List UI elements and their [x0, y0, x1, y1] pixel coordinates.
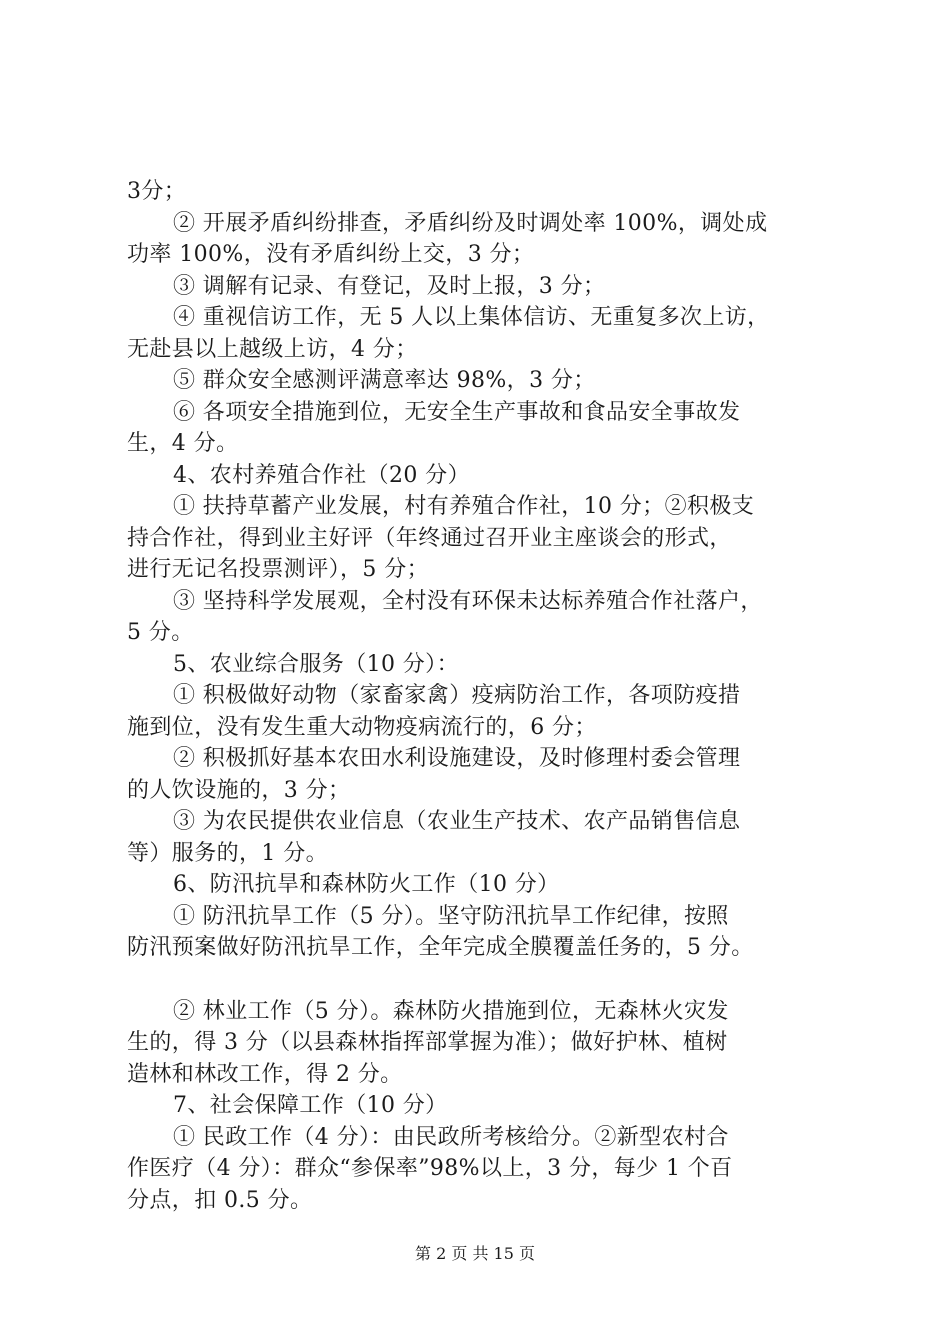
- section-heading: 4、农村养殖合作社（20 分）: [173, 462, 470, 488]
- text-line: 作医疗（4 分）：群众“参保率”98%以上，3 分，每少 1 个百: [127, 1156, 733, 1181]
- text-line: 等）服务的，1 分。: [127, 840, 328, 866]
- text-line: 无赴县以上越级上访，4 分；: [127, 336, 418, 362]
- text-line: ① 防汛抗旱工作（5 分）。坚守防汛抗旱工作纪律，按照: [173, 903, 729, 929]
- text-line: 持合作社，得到业主好评（年终通过召开业主座谈会的形式，: [127, 525, 732, 551]
- text-line: ② 开展矛盾纠纷排查，矛盾纠纷及时调处率 100%，调处成: [173, 210, 768, 236]
- text-line: ⑤ 群众安全感测评满意率达 98%，3 分；: [173, 368, 596, 393]
- text-line: 生，4 分。: [127, 431, 239, 456]
- text-line: 3分；: [127, 179, 187, 204]
- text-line: ⑥ 各项安全措施到位，无安全生产事故和食品安全事故发: [173, 399, 741, 425]
- section-heading: 5、农业综合服务（10 分）：: [173, 651, 459, 677]
- text-line: 的人饮设施的，3 分；: [127, 777, 351, 803]
- section-heading: 6、防汛抗旱和森林防火工作（10 分）: [173, 872, 560, 897]
- text-line: 进行无记名投票测评），5 分；: [127, 557, 429, 582]
- text-line: 功率 100%，没有矛盾纠纷上交，3 分；: [127, 242, 535, 267]
- text-line: ① 积极做好动物（家畜家禽）疫病防治工作，各项防疫措: [173, 683, 741, 708]
- section-heading: 7、社会保障工作（10 分）: [173, 1093, 448, 1118]
- text-line: 分点，扣 0.5 分。: [127, 1187, 313, 1213]
- text-line: ① 民政工作（4 分）：由民政所考核给分。②新型农村合: [173, 1124, 729, 1150]
- text-line: ② 林业工作（5 分）。森林防火措施到位，无森林火灾发: [173, 998, 729, 1024]
- text-line: 防汛预案做好防汛抗旱工作，全年完成全膜覆盖任务的，5 分。: [127, 935, 754, 960]
- text-line: 造林和林改工作，得 2 分。: [127, 1061, 403, 1087]
- text-line: ③ 坚持科学发展观，全村没有环保未达标养殖合作社落户，: [173, 588, 763, 614]
- text-line: ③ 调解有记录、有登记，及时上报，3 分；: [173, 273, 606, 299]
- text-line: ③ 为农民提供农业信息（农业生产技术、农产品销售信息: [173, 809, 741, 834]
- page-number: 第 2 页 共 15 页: [415, 1244, 535, 1263]
- text-line: 生的，得 3 分（以县森林指挥部掌握为准）；做好护林、植树: [127, 1030, 728, 1055]
- text-line: ① 扶持草蓄产业发展，村有养殖合作社，10 分；②积极支: [173, 494, 755, 519]
- paragraph-gap: [127, 964, 842, 996]
- text-line: 5 分。: [127, 620, 194, 645]
- text-line: ④ 重视信访工作，无 5 人以上集体信访、无重复多次上访，: [173, 305, 770, 330]
- document-body: [127, 176, 842, 1216]
- page-footer: [0, 1244, 950, 1264]
- text-line: 施到位，没有发生重大动物疫病流行的，6 分；: [127, 714, 597, 740]
- text-line: ② 积极抓好基本农田水利设施建设，及时修理村委会管理: [173, 746, 741, 771]
